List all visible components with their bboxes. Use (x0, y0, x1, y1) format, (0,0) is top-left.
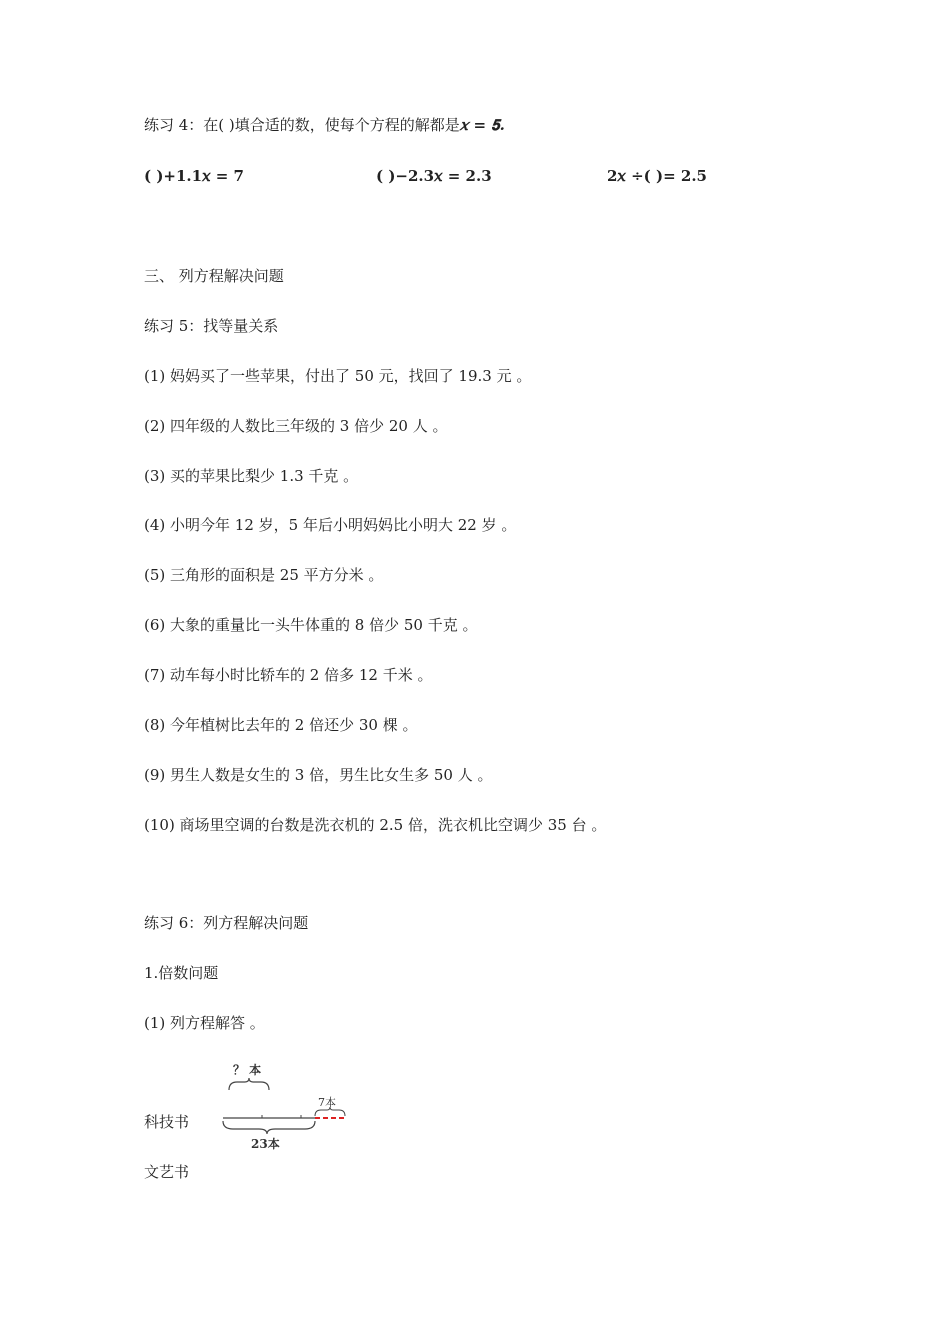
section-3-heading: 三、 列方程解决问题 (144, 267, 284, 285)
exercise-5-item-5: (5) 三角形的面积是 25 平方分米 。 (144, 566, 384, 584)
total-label: 23本 (251, 1137, 280, 1151)
exercise-5-item-2: (2) 四年级的人数比三年级的 3 倍少 20 人 。 (144, 417, 448, 435)
exercise-6-title: 练习 6：列方程解决问题 (144, 914, 309, 932)
equation-2: ( )−𝟐.𝟑𝑥 = 𝟐.𝟑 (376, 167, 492, 185)
exercise-6-item-1: (1) 列方程解答 。 (144, 1014, 265, 1032)
top-brace (229, 1078, 269, 1090)
bottom-brace (223, 1121, 315, 1134)
exercise-4-title (144, 115, 505, 135)
exercise-6-subtitle: 1.倍数问题 (144, 964, 219, 982)
equation-1: ( )+𝟏.𝟏𝑥 = 𝟕 (144, 167, 244, 185)
exercise-5-title: 练习 5：找等量关系 (144, 317, 279, 335)
equation-3: 𝟐𝑥 ÷( )= 𝟐.𝟓 (607, 167, 707, 185)
extra-label: 7本 (318, 1096, 336, 1109)
exercise-5-item-7: (7) 动车每小时比轿车的 2 倍多 12 千米 。 (144, 666, 433, 684)
exercise-5-item-8: (8) 今年植树比去年的 2 倍还少 30 棵 。 (144, 716, 418, 734)
segment-diagram (215, 1058, 355, 1158)
unknown-label: ？ 本 (233, 1063, 262, 1077)
row-label-literature-books: 文艺书 (144, 1163, 190, 1181)
exercise-4-title-text: 练习 4：在( )填合适的数，使每个方程的解都是 (144, 116, 460, 134)
exercise-5-item-10: (10) 商场里空调的台数是洗衣机的 2.5 倍，洗衣机比空调少 35 台 。 (144, 816, 607, 834)
exercise-5-item-9: (9) 男生人数是女生的 3 倍，男生比女生多 50 人 。 (144, 766, 493, 784)
exercise-5-item-3: (3) 买的苹果比梨少 1.3 千克 。 (144, 467, 359, 485)
row-label-science-books: 科技书 (144, 1113, 190, 1131)
exercise-5-item-1: (1) 妈妈买了一些苹果，付出了 50 元，找回了 19.3 元 。 (144, 367, 532, 385)
exercise-5-item-6: (6) 大象的重量比一头牛体重的 8 倍少 50 千克 。 (144, 616, 478, 634)
exercise-4-title-math: 𝑥 = 𝟓. (459, 116, 505, 134)
exercise-5-item-4: (4) 小明今年 12 岁，5 年后小明妈妈比小明大 22 岁 。 (144, 516, 517, 534)
